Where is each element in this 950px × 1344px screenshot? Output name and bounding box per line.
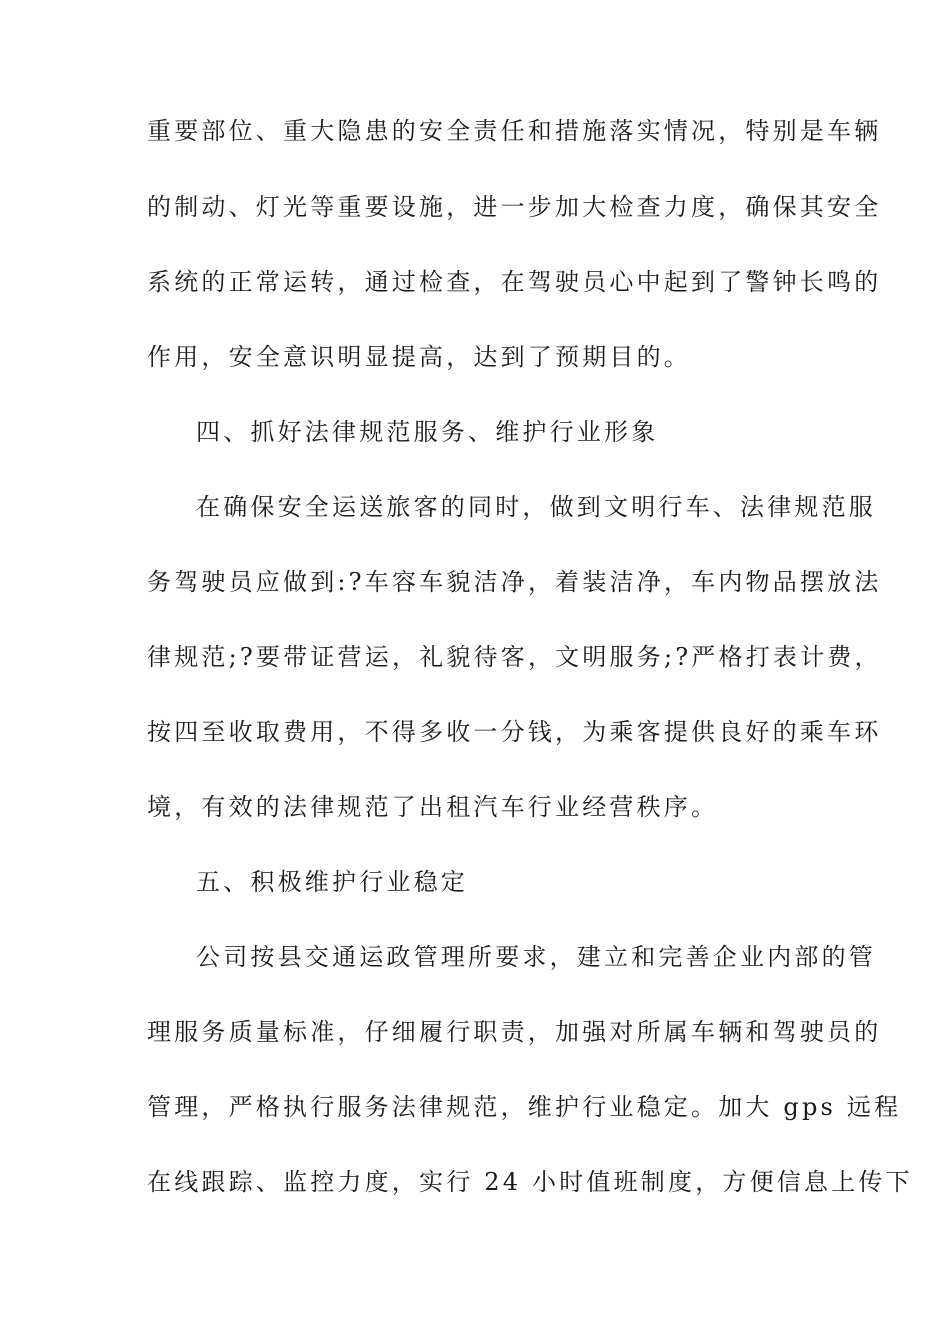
paragraph-line: 作用，安全意识明显提高，达到了预期目的。 (147, 343, 691, 371)
paragraph-line: 境，有效的法律规范了出租汽车行业经营秩序。 (147, 793, 719, 821)
paragraph-line: 管理，严格执行服务法律规范，维护行业稳定。加大 gps 远程 (147, 1093, 902, 1121)
paragraph-line: 务驾驶员应做到:?车容车貌洁净，着装洁净，车内物品摆放法 (147, 568, 882, 596)
paragraph-line: 理服务质量标准，仔细履行职责，加强对所属车辆和驾驶员的 (147, 1018, 882, 1046)
paragraph-line: 在线跟踪、监控力度，实行 24 小时值班制度，方便信息上传下 (147, 1168, 913, 1196)
paragraph-line: 重要部位、重大隐患的安全责任和措施落实情况，特别是车辆 (147, 117, 882, 145)
paragraph-line: 律规范;?要带证营运，礼貌待客，文明服务;?严格打表计费， (147, 643, 882, 671)
paragraph-line: 公司按县交通运政管理所要求，建立和完善企业内部的管 (196, 943, 876, 971)
paragraph-line: 的制动、灯光等重要设施，进一步加大检查力度，确保其安全 (147, 193, 882, 221)
section-heading: 四、抓好法律规范服务、维护行业形象 (196, 418, 659, 446)
paragraph-line: 在确保安全运送旅客的同时，做到文明行车、法律规范服 (196, 493, 876, 521)
paragraph-line: 按四至收取费用，不得多收一分钱，为乘客提供良好的乘车环 (147, 718, 882, 746)
paragraph-line: 系统的正常运转，通过检查，在驾驶员心中起到了警钟长鸣的 (147, 268, 882, 296)
section-heading: 五、积极维护行业稳定 (196, 868, 468, 896)
